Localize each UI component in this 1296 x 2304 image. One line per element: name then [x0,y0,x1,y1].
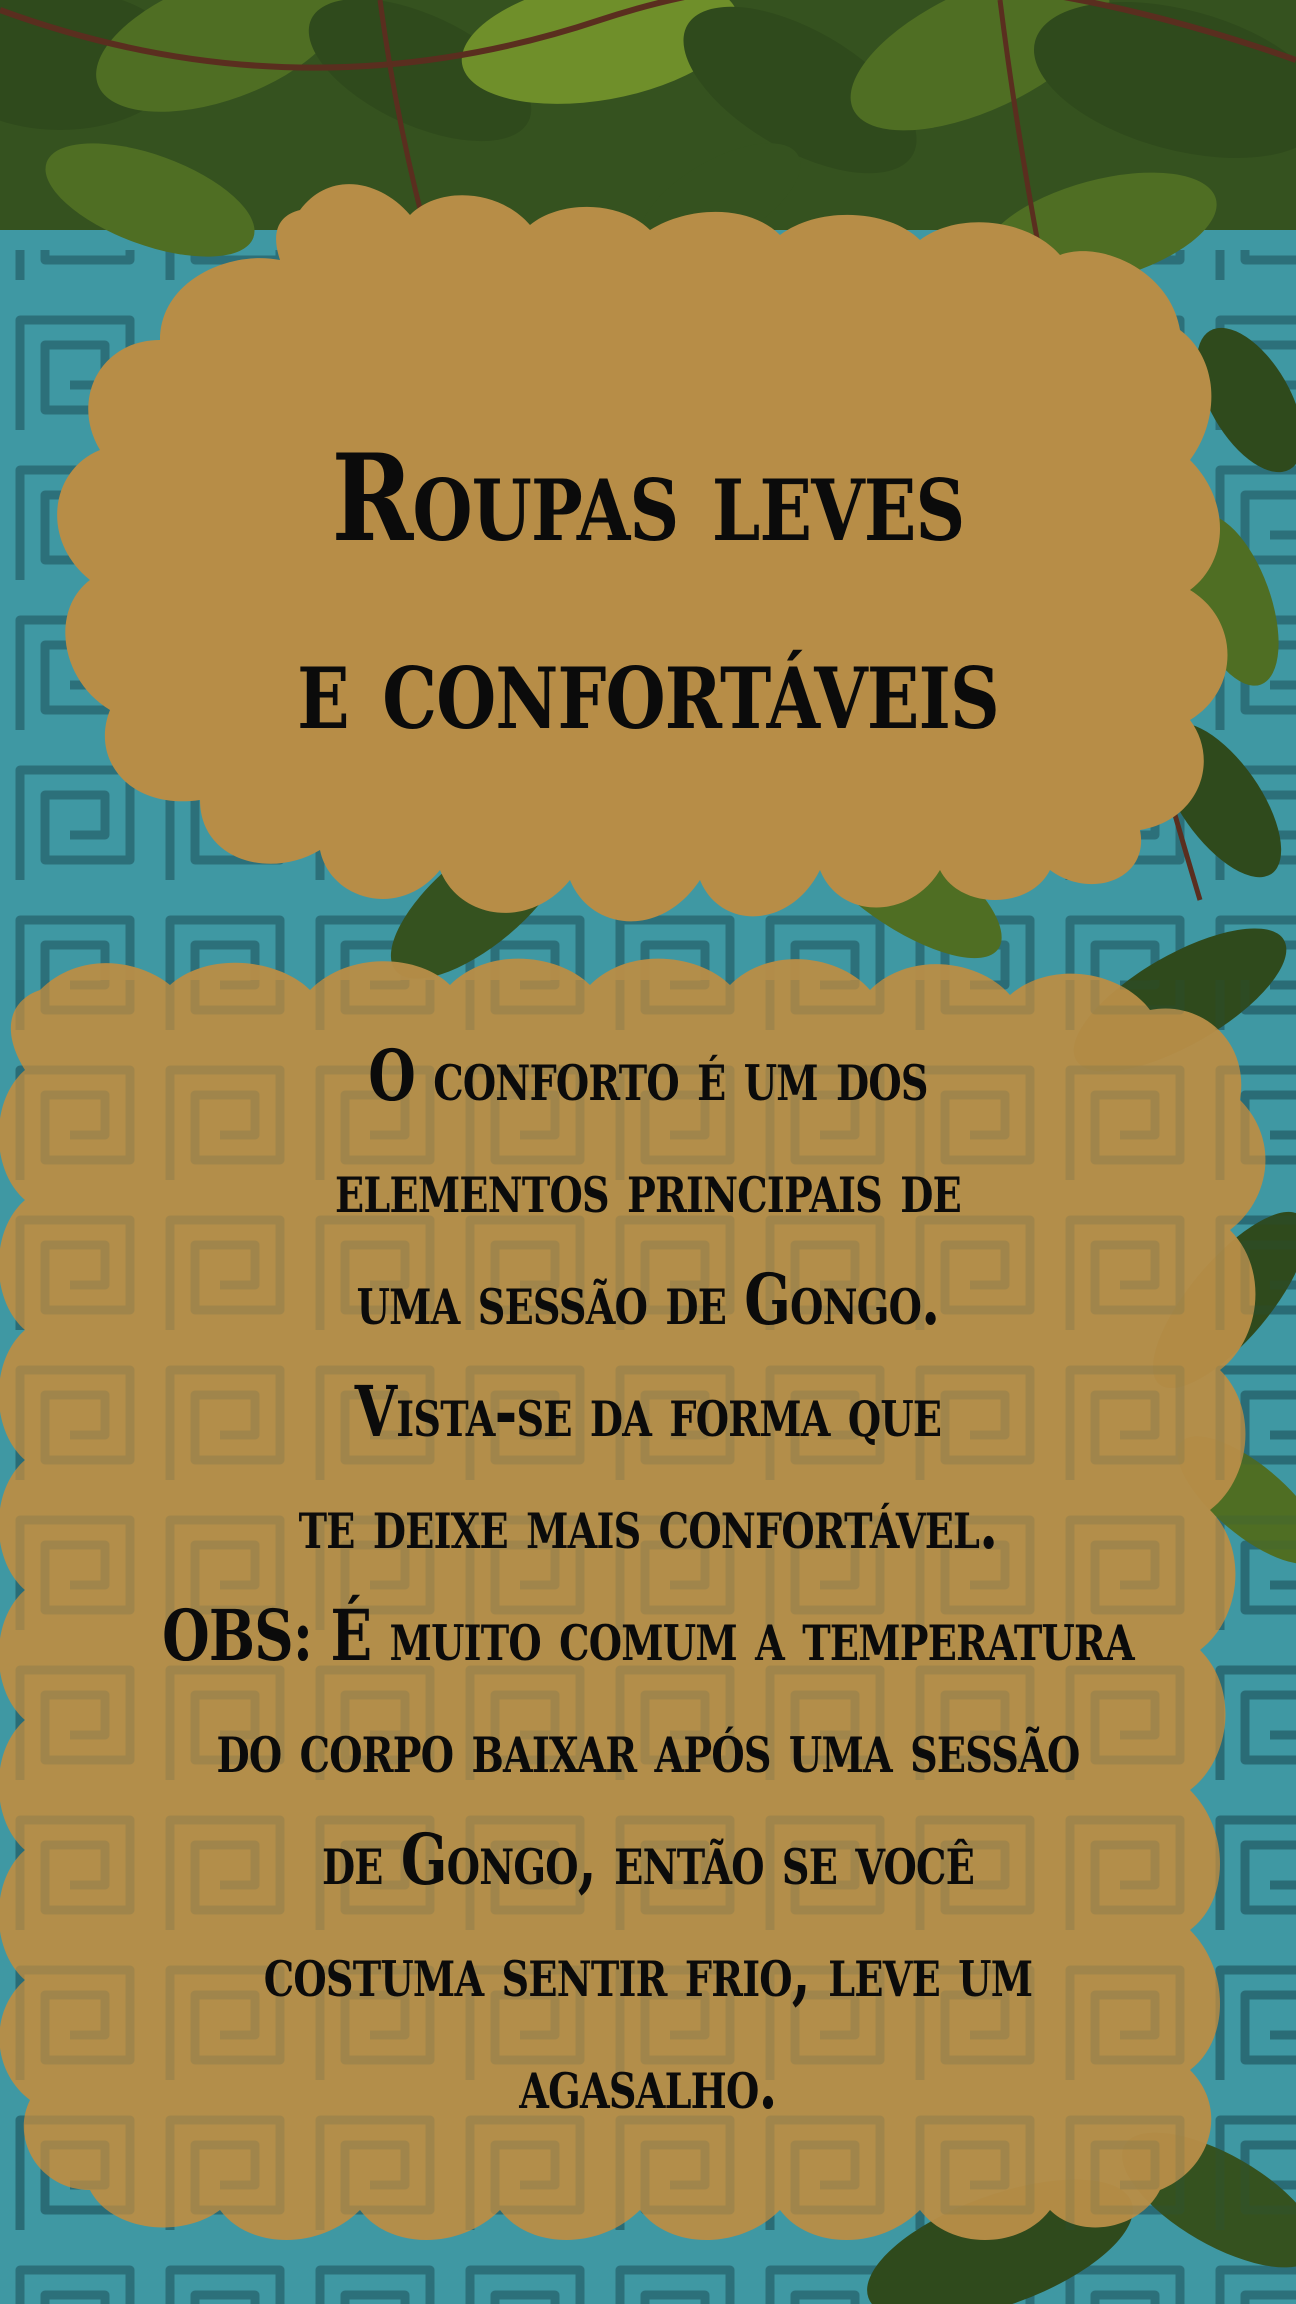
body-line-7: do corpo baixar após uma sessão [216,1706,1080,1789]
body-line-1: O conforto é um dos [368,1034,928,1117]
headline-line-2: e confortáveis [297,616,999,757]
body-line-8: de Gongo, então se você [321,1818,975,1901]
body-line-9: costuma sentir frio, leve um [263,1930,1033,2013]
headline [117,405,1180,781]
body-line-2: elementos principais de [335,1146,961,1229]
body-line-6: OBS: É muito comum a temperatura [162,1594,1134,1677]
body-line-5: te deixe mais confortável. [298,1482,998,1565]
body-line-4: Vista-se da forma que [354,1370,942,1453]
body-text [143,1020,1154,2140]
body-line-10: agasalho. [519,2042,777,2125]
body-line-3: uma sessão de Gongo. [356,1258,940,1341]
headline-line-1: Roupas leves [331,428,965,569]
